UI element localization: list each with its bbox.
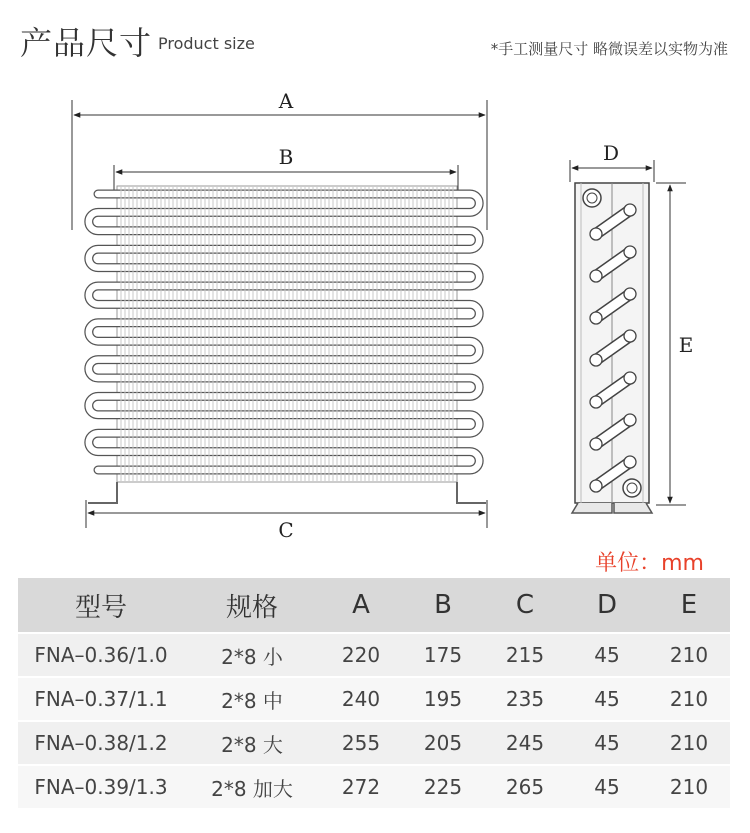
spec-table bbox=[18, 578, 730, 808]
cell-d: 45 bbox=[566, 633, 648, 677]
cell-e: 210 bbox=[648, 765, 730, 808]
cell-model: FNA–0.39/1.3 bbox=[18, 765, 184, 808]
cell-b: 175 bbox=[402, 633, 484, 677]
header-spec: 规格 bbox=[184, 578, 320, 633]
page-subtitle: Product size bbox=[158, 34, 255, 53]
cell-e: 210 bbox=[648, 721, 730, 765]
cell-b: 195 bbox=[402, 677, 484, 721]
dim-e-label: E bbox=[678, 333, 694, 357]
cell-c: 265 bbox=[484, 765, 566, 808]
table-header-row bbox=[18, 578, 730, 633]
page-title: 产品尺寸 bbox=[20, 24, 153, 62]
header-d: D bbox=[566, 578, 648, 633]
cell-c: 235 bbox=[484, 677, 566, 721]
header-a: A bbox=[320, 578, 402, 633]
cell-d: 45 bbox=[566, 677, 648, 721]
cell-model: FNA–0.37/1.1 bbox=[18, 677, 184, 721]
header-model: 型号 bbox=[18, 578, 184, 633]
cell-a: 272 bbox=[320, 765, 402, 808]
table-row bbox=[18, 633, 730, 677]
cell-e: 210 bbox=[648, 633, 730, 677]
unit-label: 单位：mm bbox=[595, 551, 704, 576]
table-row bbox=[18, 765, 730, 808]
cell-spec: 2*8 小 bbox=[184, 633, 320, 677]
dim-c-label: C bbox=[278, 518, 294, 542]
header-b: B bbox=[402, 578, 484, 633]
cell-model: FNA–0.36/1.0 bbox=[18, 633, 184, 677]
cell-e: 210 bbox=[648, 677, 730, 721]
header-c: C bbox=[484, 578, 566, 633]
cell-model: FNA–0.38/1.2 bbox=[18, 721, 184, 765]
measurement-note: *手工测量尺寸 略微误差以实物为准 bbox=[490, 40, 728, 58]
cell-d: 45 bbox=[566, 721, 648, 765]
condenser-side-view bbox=[572, 183, 652, 513]
cell-b: 205 bbox=[402, 721, 484, 765]
cell-c: 245 bbox=[484, 721, 566, 765]
dim-a-label: A bbox=[278, 89, 294, 113]
condenser-dimension-diagram bbox=[0, 80, 750, 550]
cell-c: 215 bbox=[484, 633, 566, 677]
cell-a: 220 bbox=[320, 633, 402, 677]
cell-spec: 2*8 中 bbox=[184, 677, 320, 721]
cell-a: 255 bbox=[320, 721, 402, 765]
cell-b: 225 bbox=[402, 765, 484, 808]
dim-b-label: B bbox=[278, 145, 294, 169]
cell-a: 240 bbox=[320, 677, 402, 721]
header-e: E bbox=[648, 578, 730, 633]
table-row bbox=[18, 677, 730, 721]
cell-d: 45 bbox=[566, 765, 648, 808]
cell-spec: 2*8 加大 bbox=[184, 765, 320, 808]
header bbox=[0, 0, 750, 70]
cell-spec: 2*8 大 bbox=[184, 721, 320, 765]
condenser-front-view bbox=[88, 186, 486, 503]
table-row bbox=[18, 721, 730, 765]
dim-d-label: D bbox=[602, 141, 620, 165]
